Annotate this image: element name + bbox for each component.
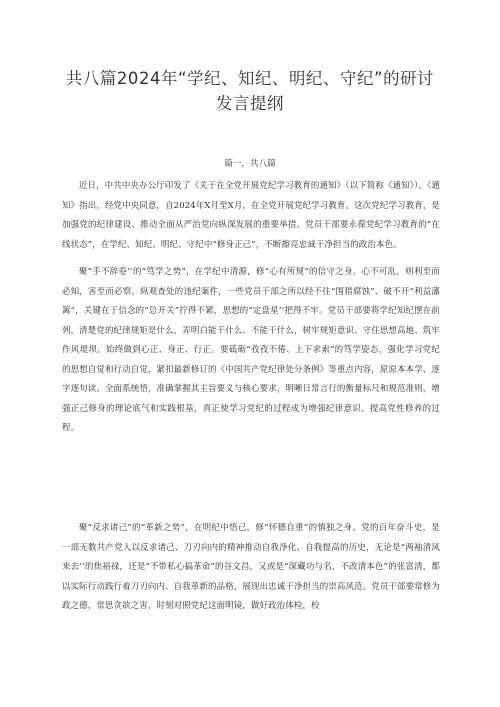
document-title-line-2: 发言提纲 xyxy=(216,94,284,113)
section-heading: 篇一，共八篇 xyxy=(224,159,276,169)
paragraph: 近日，中共中央办公厅印发了《关于在全党开展党纪学习教育的通知》（以下简称《通知》）。《通知》指出，经党中央同意，自2024年X月至X月，在全党开展党纪学习教育。这次党纪学习教育，是加强党的纪律建设、推动全面从严治党向纵深发展的重要举措。党员干部要永葆党纪学习教育的“在线状态”，在学纪、知纪、明纪、守纪中“修身正己”，不断擦亮忠诚干净担当的政治本色。 xyxy=(62,180,440,249)
document-title xyxy=(40,66,460,116)
paragraph: 聚“反求诸己”的“革新之势”，在明纪中悟己，修“怀德自重”的慎独之身。党的百年奋斗史，是一部无数共产党人以反求诸己、刀刃向内的精神推动自我净化、自我提高的历史，无论是“两袖清风来去’’的焦裕禄，还是“不带私心搞革命”的谷文昌，又或是“深藏功与名，不改清本色”的张富清，都以实际行动践行着刀刃向内、自我革新的品格，展现出忠诚干净担当的崇高风范。党员干部要常修为政之德，常思贪欲之害，时刻对照党纪这面明镜，做好政治体检，校 xyxy=(62,522,440,610)
document-title-line-1: 共八篇2024年“学纪、知纪、明纪、守纪”的研讨 xyxy=(65,69,435,88)
paragraph: 聚“手不辞卷’’的“笃学之势”，在学纪中清源，修“心有所规”的信守之身。心不可乱，则利至而必知，害至而必察。纵观查处的违纪案件，一些党员干部之所以经不住“围猎腐蚀”、破不开“利益藩篱”，关键在于信念的“总开关”拧得不紧，思想的“定盘星’’把得不牢。党员干部要将学纪知纪摆在前列，清楚党的纪律规矩是什么，弄明白能干什么、不能干什么，树牢规矩意识、守住思想高地、筑牢作风堤坝，始终做到心正、身正、行正。要砥砺“孜孜不倦、上下求索”的笃学姿态，强化学习党纪的思想自觉和行动自觉，紧扣最新修订的《中国共产党纪律处分条例》等重点内容，原原本本学、逐字逐句读、全面系统悟，准确掌握其主旨要义与核心要求，明晰日常言行的衡量标尺和规范准则，增强正己修身的理论底气和实践根基，真正使学习党纪的过程成为增强纪律意识、提高党性修养的过程。 xyxy=(62,266,440,432)
